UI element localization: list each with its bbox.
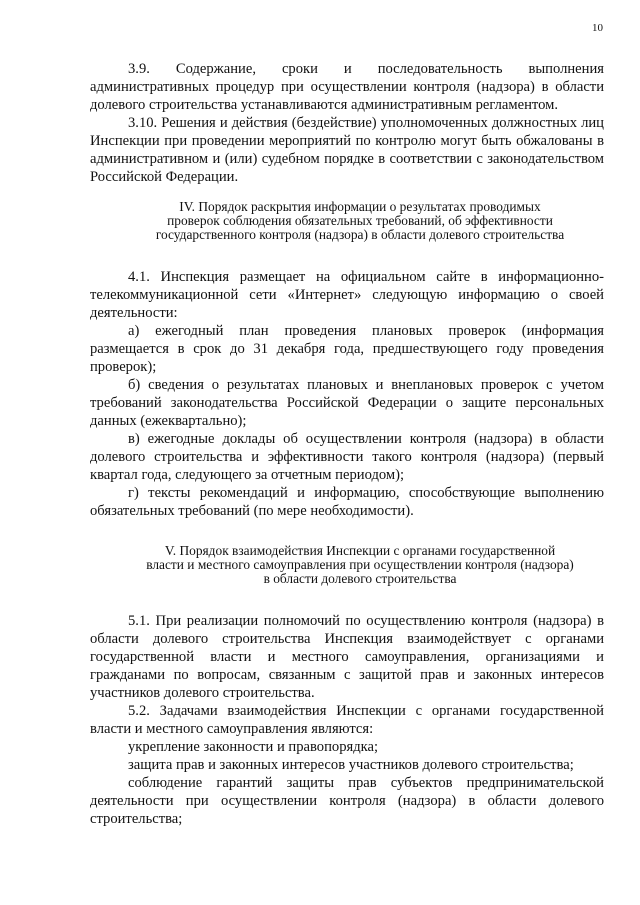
section-4-heading [90,200,604,242]
section-4-heading-line: проверок соблюдения обязательных требований, об эффективности [167,213,553,228]
section-4-heading-line: IV. Порядок раскрытия информации о результатах проводимых [179,199,541,214]
paragraph-3-10: 3.10. Решения и действия (бездействие) уполномоченных должностных лиц Инспекции при проведении мероприятий по контролю могут быть обжалованы в административном и (или) судебном порядке в соответствии с законодательством Российской Федерации. [90,115,604,185]
paragraph-3-9: 3.9. Содержание, сроки и последовательность выполнения административных процедур при осуществлении контроля (надзора) в области долевого строительства устанавливаются административным регламентом. [90,61,604,113]
list-item-5-2: защита прав и законных интересов участников долевого строительства; [128,757,574,773]
list-item-5-2: укрепление законности и правопорядка; [128,739,379,755]
list-item-4-1-c: в) ежегодные доклады об осуществлении контроля (надзора) в области долевого строительства и эффективности такого контроля (надзора) (первый квартал года, следующего за отчетным периодом); [90,431,604,483]
page-number: 10 [592,22,603,34]
list-item-4-1-b: б) сведения о результатах плановых и внеплановых проверок с учетом требований законодательства Российской Федерации о защите персональных данных (ежеквартально); [90,377,604,429]
section-5-heading-line: власти и местного самоуправления при осуществлении контроля (надзора) [146,557,574,572]
list-item-4-1-d: г) тексты рекомендаций и информацию, способствующие выполнению обязательных требований (по мере необходимости). [90,485,604,519]
document-body [90,60,604,828]
section-5-heading-line: в области долевого строительства [263,571,457,586]
paragraph-4-1: 4.1. Инспекция размещает на официальном сайте в информационно-телекоммуникационной сети «Интернет» следующую информацию о своей деятельности: [90,269,604,321]
section-5-heading [90,544,604,586]
section-5-heading-line: V. Порядок взаимодействия Инспекции с органами государственной [164,543,556,558]
list-item-5-2: соблюдение гарантий защиты прав субъектов предпринимательской деятельности при осуществлении контроля (надзора) в области долевого строительства; [90,775,604,827]
list-item-4-1-a: а) ежегодный план проведения плановых проверок (информация размещается в срок до 31 декабря года, предшествующего году проведения проверок); [90,323,604,375]
paragraph-5-2: 5.2. Задачами взаимодействия Инспекции с органами государственной власти и местного самоуправления являются: [90,703,604,737]
paragraph-5-1: 5.1. При реализации полномочий по осуществлению контроля (надзора) в области долевого строительства Инспекция взаимодействует с органами государственной власти и местного самоуправления, организациями и гражданами по вопросам, связанным с защитой прав и законных интересов участников долевого строительства. [90,613,604,701]
section-4-heading-line: государственного контроля (надзора) в области долевого строительства [155,227,565,242]
